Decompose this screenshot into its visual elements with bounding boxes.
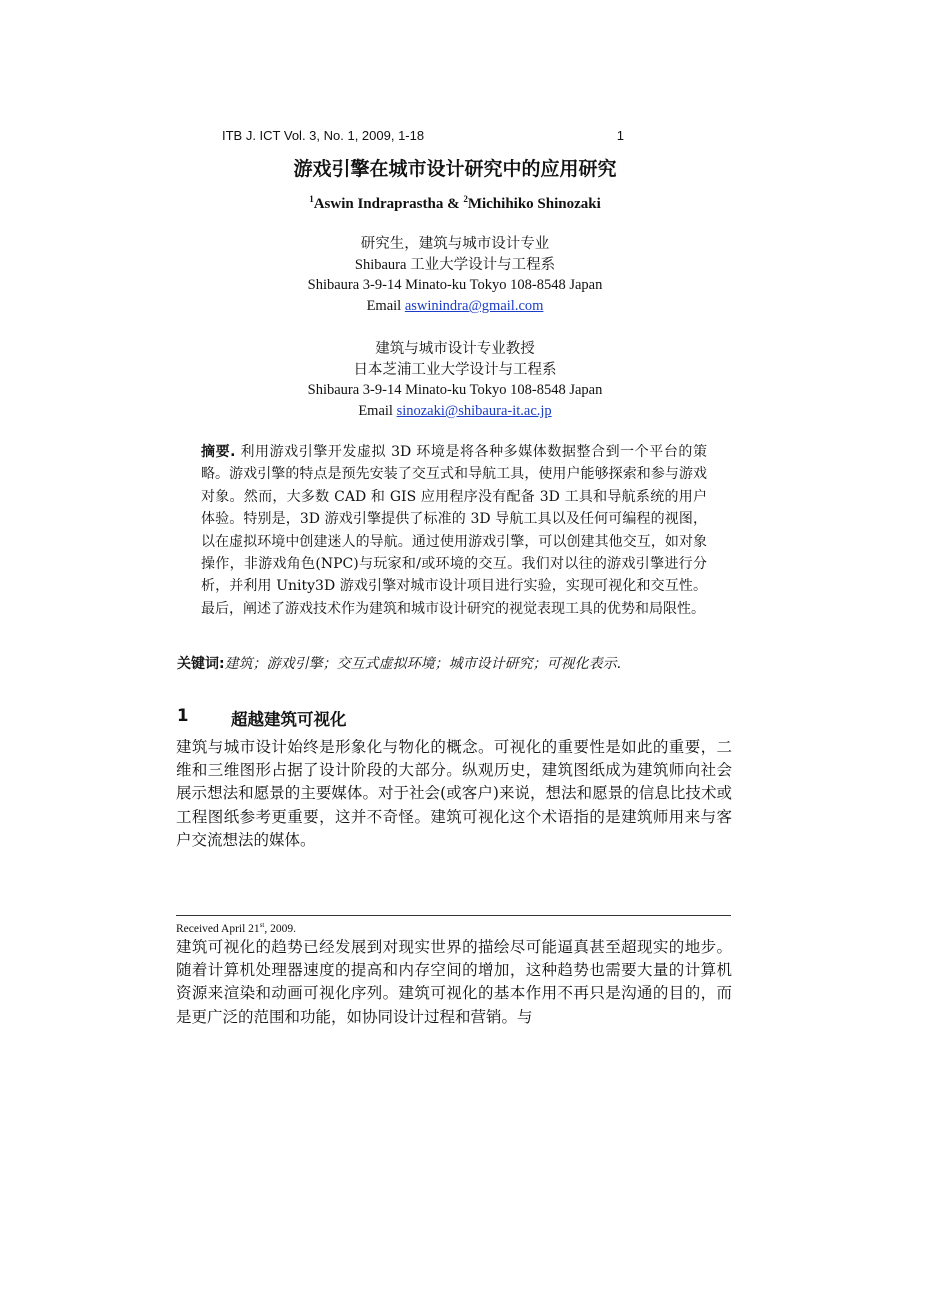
affiliation-1-address: Shibaura 3-9-14 Minato-ku Tokyo 108-8548 Japan [307, 277, 603, 294]
footnote-divider [176, 915, 731, 916]
received-ordinal: st [259, 921, 265, 929]
body-paragraph-2: 建筑可视化的趋势已经发展到对现实世界的描绘尽可能逼真甚至超现实的地步。随着计算机处理器速度的提高和内存空间的增加，这种趋势也需要大量的计算机资源来渲染和动画可视化序列。建筑可视化的基本作用不再只是沟通的目的，而是更广泛的范围和功能，如协同设计过程和营销。与 [176, 938, 732, 1026]
author-separator: & [443, 196, 464, 212]
author1-name: Aswin Indraprastha [313, 196, 444, 212]
paper-title: 游戏引擎在城市设计研究中的应用研究 [293, 158, 617, 180]
section-title: 超越建筑可视化 [231, 710, 347, 729]
received-text: Received April 21 [176, 922, 260, 935]
author1-affil-mark: 1 [309, 194, 314, 204]
keywords [177, 653, 737, 673]
abstract-text: 利用游戏引擎开发虚拟 3D 环境是将各种多媒体数据整合到一个平台的策略。游戏引擎的特点是预先安装了交互式和导航工具，使用户能够探索和参与游戏对象。然而，大多数 CAD 和 GIS 应用程序没有配备 3D 工具和导航系统的用户体验。特别是，3D 游戏引擎提供了标准的 3D 导航工具以及任何可编程的视图，以在虚拟环境中创建迷人的导航。通过使用游戏引擎，可以创建其他交互，如对象操作，非游戏角色(NPC)与玩家和/或环境的交互。我们对以往的游戏引擎进行分析，并利用 Unity3D 游戏引擎对城市设计项目进行实验，实现可视化和交互性。最后，阐述了游戏技术作为建筑和城市设计研究的视觉表现工具的优势和局限性。 [201, 444, 707, 617]
section-number: 1 [177, 706, 189, 725]
affiliation-2-dept: 日本芝浦工业大学设计与工程系 [353, 361, 557, 378]
received-year: , 2009. [264, 922, 296, 935]
abstract [201, 441, 707, 620]
email-label: Email [358, 403, 397, 420]
email-link-1[interactable]: aswinindra@gmail.com [404, 298, 544, 315]
email-label: Email [366, 298, 405, 315]
affiliation-1-email-line [0, 296, 910, 317]
keywords-label: 关键词: [177, 656, 225, 672]
body-paragraph-1: 建筑与城市设计始终是形象化与物化的概念。可视化的重要性是如此的重要，二维和三维图形占据了设计阶段的大部分。纵观历史，建筑图纸成为建筑师向社会展示想法和愿景的主要媒体。对于社会(或客户)来说，想法和愿景的信息比技术或工程图纸参考更重要，这并不奇怪。建筑可视化这个术语指的是建筑师用来与客户交流想法的媒体。 [176, 738, 732, 849]
affiliation-2-role: 建筑与城市设计专业教授 [375, 341, 535, 357]
running-header [222, 128, 624, 143]
received-footnote [176, 921, 296, 935]
affiliation-2 [0, 339, 910, 422]
author2-affil-mark: 2 [463, 194, 468, 204]
journal-citation: ITB J. ICT Vol. 3, No. 1, 2009, 1-18 [222, 128, 425, 143]
affiliation-1 [0, 234, 910, 317]
affiliation-1-dept: Shibaura 工业大学设计与工程系 [354, 256, 556, 273]
keywords-value: 建筑；游戏引擎；交互式虚拟环境；城市设计研究；可视化表示. [224, 656, 622, 672]
page-number: 1 [616, 128, 624, 143]
affiliation-1-role: 研究生，建筑与城市设计专业 [360, 236, 550, 252]
author-line [0, 194, 910, 213]
affiliation-2-email-line [0, 401, 910, 422]
section-heading [177, 706, 737, 730]
email-link-2[interactable]: sinozaki@shibaura-it.ac.jp [396, 403, 552, 420]
abstract-label: 摘要. [201, 444, 236, 460]
affiliation-2-address: Shibaura 3-9-14 Minato-ku Tokyo 108-8548 Japan [307, 382, 603, 399]
author2-name: Michihiko Shinozaki [467, 196, 601, 212]
